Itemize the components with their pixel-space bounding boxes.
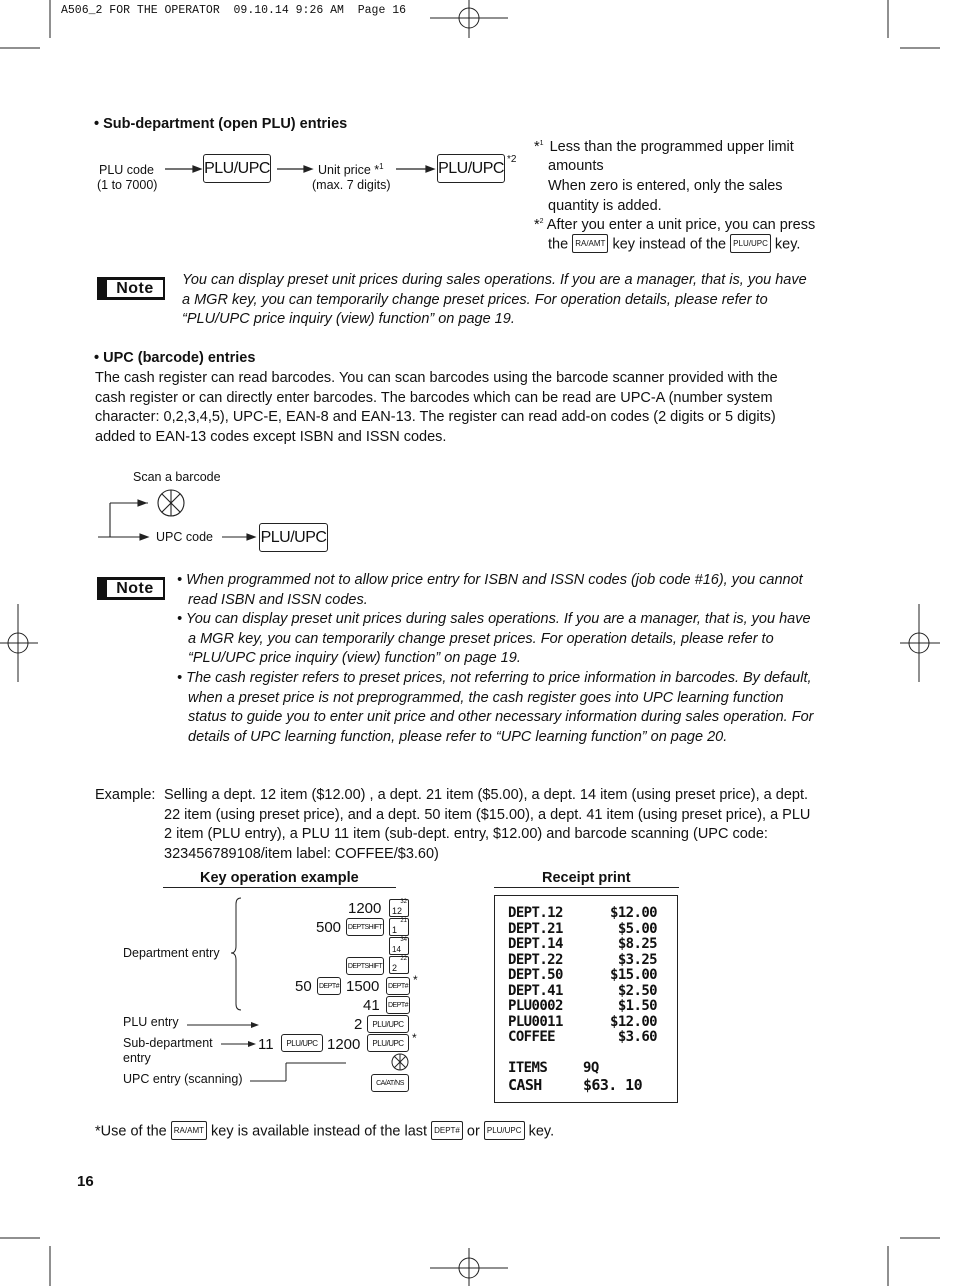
footnote-mark-2: *2 xyxy=(507,154,517,165)
receipt-item-amount: $3.25 xyxy=(617,951,657,968)
receipt-item-amount: $3.60 xyxy=(617,1029,657,1045)
subdept-footnote-1: *$^1$ Less than the programmed upper limit amounts When zero is entered, only the sales quantity is added. xyxy=(534,138,794,214)
plu-upc-key-inline-2: PLU/UPC xyxy=(484,1121,525,1140)
receipt-item-amount: $8.25 xyxy=(617,936,657,952)
receipt-title: Receipt print xyxy=(542,870,631,886)
upc-code-label: UPC code xyxy=(156,530,213,544)
deptshift-key-2: DEPTSHIFT xyxy=(346,957,384,975)
bottom-footnote: *Use of the RA/AMT key is available instead of the last DEPT# or PLU/UPC key. xyxy=(95,1122,554,1141)
dept-key-12: 32 12 xyxy=(389,899,409,917)
page-number: 16 xyxy=(77,1173,94,1190)
unit-price-label: Unit price *$^1$ xyxy=(318,162,384,178)
receipt-item-name: DEPT.14 xyxy=(508,936,563,952)
dept-hash-key-2: DEPT# xyxy=(386,977,410,995)
receipt-cash-value: $63. 10 xyxy=(583,1076,643,1094)
receipt xyxy=(494,895,678,1103)
entry-500: 500 xyxy=(316,919,342,936)
dept-hash-key-1: DEPT# xyxy=(317,977,341,995)
receipt-item-amount: $5.00 xyxy=(617,920,657,937)
ra-amt-key: RA/AMT xyxy=(572,234,608,253)
receipt-item-name: DEPT.50 xyxy=(508,967,563,983)
plu-code-label: PLU code xyxy=(99,163,154,177)
upc-paragraph: The cash register can read barcodes. You can scan barcodes using the barcode scanner provided with the cash register or can directly enter barcodes. The barcodes which can be read are UPC-A (number system character: 0,2,3,4,5), UPC-E, EAN-8 and EAN-13. The register can read add-on codes (2 digits or 5 digits) added to EAN-13 codes except ISBN and ISSN codes. xyxy=(95,370,778,445)
entry-1200b: 1200 xyxy=(327,1036,361,1053)
plu-upc-key-inline: PLU/UPC xyxy=(730,234,771,253)
subdept-entry-label: Sub-department entry xyxy=(123,1036,213,1065)
receipt-items-label: ITEMS xyxy=(508,1060,548,1076)
note-1-text: You can display preset unit prices during sales operations. If you are a manager, that is, you have a MGR key, you can temporarily change preset prices. For operation details, please refer to “PLU/UPC price inquiry (view) function” on page 19. xyxy=(182,272,807,328)
department-entry-label: Department entry xyxy=(123,946,220,960)
subdept-heading: • Sub-department (open PLU) entries xyxy=(94,116,348,132)
entry-1500: 1500 xyxy=(346,978,380,995)
receipt-item-name: DEPT.21 xyxy=(508,920,563,937)
subdept-footnote-2: *$^2$ After you enter a unit price, you can press the RA/AMT key instead of the PLU/UPC key. xyxy=(534,216,816,253)
print-header: A506_2 FOR THE OPERATOR 09.10.14 9:26 AM Page 16 xyxy=(61,4,407,17)
note-2-text: • When programmed not to allow price entry for ISBN and ISSN codes (job code #16), you cannot read ISBN and ISSN codes. • You can display preset unit prices during sales operations. If you are a manager, that is, you have a MGR key, you can temporarily change preset prices. For operation details, please refer to “PLU/UPC price inquiry (view) function” on page 19. • The cash register refers to preset prices, not referring to price information in barcodes. By default, when a preset price is not preprogrammed, the cash register goes into UPC learning function status to guide you to enter unit price and other necessary information during sales operation. For details of UPC learning function, please refer to “UPC learning function” on page 20. xyxy=(177,572,814,745)
receipt-item-name: PLU0011 xyxy=(508,1013,563,1030)
receipt-cash-label: CASH xyxy=(508,1076,542,1094)
plu-upc-key-small-1: PLU/UPC xyxy=(367,1015,409,1033)
unit-price-max: (max. 7 digits) xyxy=(312,178,391,192)
upc-heading: • UPC (barcode) entries xyxy=(94,350,256,366)
example-label: Example: xyxy=(95,787,156,803)
receipt-item-amount: $2.50 xyxy=(617,982,657,999)
plu-upc-key: PLU/UPC xyxy=(203,154,271,183)
dept-key-1: 21 1 xyxy=(389,918,409,936)
receipt-items-value: 9Q xyxy=(583,1060,599,1076)
deptshift-key: DEPTSHIFT xyxy=(346,918,384,936)
dept-hash-key-3: DEPT# xyxy=(386,996,410,1014)
entry-11: 11 xyxy=(258,1036,274,1053)
receipt-item-name: DEPT.41 xyxy=(508,982,563,999)
receipt-item-name: DEPT.22 xyxy=(508,951,563,968)
plu-upc-key-small-2: PLU/UPC xyxy=(281,1034,323,1052)
plu-upc-key-3: PLU/UPC xyxy=(259,523,328,552)
receipt-item-amount: $12.00 xyxy=(610,905,657,921)
entry-50: 50 xyxy=(295,978,312,995)
receipt-item-amount: $12.00 xyxy=(610,1013,657,1030)
receipt-item-amount: $1.50 xyxy=(617,998,657,1014)
entry-1200: 1200 xyxy=(348,900,382,917)
receipt-item-amount: $15.00 xyxy=(610,967,657,983)
dept-key-2: 22 2 xyxy=(389,956,409,974)
note-badge-2: Note xyxy=(97,577,165,600)
receipt-item-name: COFFEE xyxy=(508,1029,555,1045)
note-badge-1: Note xyxy=(97,277,165,300)
plu-entry-label: PLU entry xyxy=(123,1015,179,1029)
receipt-item-name: DEPT.12 xyxy=(508,905,563,921)
star-mark-1: * xyxy=(413,973,418,987)
dept-hash-key-inline: DEPT# xyxy=(431,1121,463,1140)
dept-key-14: 34 14 xyxy=(389,937,409,955)
scan-barcode-label: Scan a barcode xyxy=(133,470,221,484)
upc-entry-label: UPC entry (scanning) xyxy=(123,1072,243,1086)
key-operation-title: Key operation example xyxy=(200,870,359,886)
entry-41: 41 xyxy=(363,997,380,1014)
entry-2: 2 xyxy=(354,1016,363,1033)
ra-amt-key-2: RA/AMT xyxy=(171,1121,207,1140)
plu-upc-key-small-3: PLU/UPC xyxy=(367,1034,409,1052)
example-text: Selling a dept. 12 item ($12.00) , a dept. 21 item ($5.00), a dept. 14 item (using preset price), a dept. 22 item (using preset price), and a dept. 50 item ($15.00), a dept. 41 item (using preset price), a PLU 2 item (PLU entry), a PLU 11 item (sub-dept. entry, $12.00) and barcode scanning (UPC code: 323456789108/item label: COFFEE/$3.60) xyxy=(164,787,811,862)
plu-code-range: (1 to 7000) xyxy=(97,178,158,192)
star-mark-2: * xyxy=(412,1031,417,1045)
plu-upc-key-2: PLU/UPC xyxy=(437,154,505,183)
ca-at-ns-key: CA/AT/NS xyxy=(371,1074,409,1092)
receipt-item-name: PLU0002 xyxy=(508,998,563,1014)
